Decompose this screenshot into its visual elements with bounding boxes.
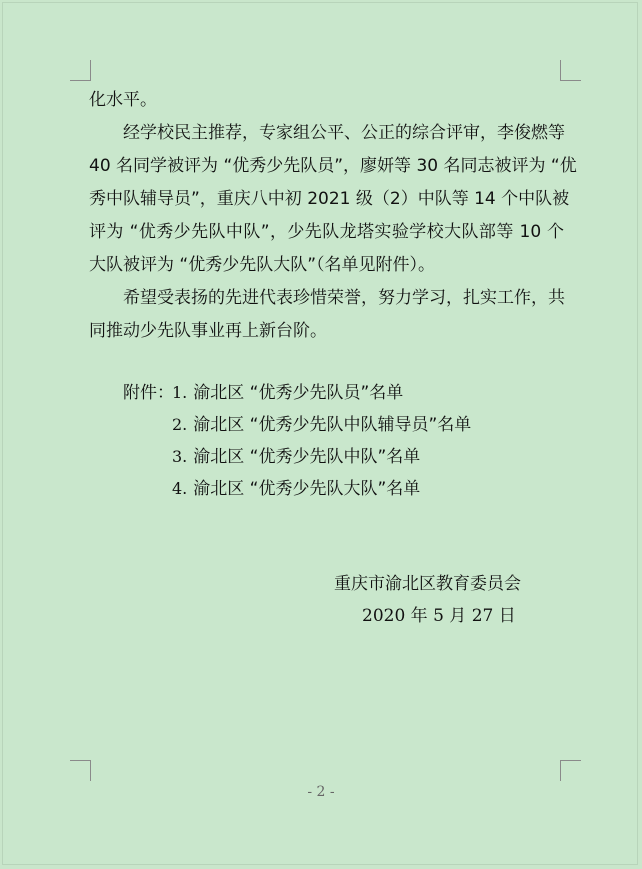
attachment-number: 4. xyxy=(172,479,188,498)
attachment-number: 3. xyxy=(172,447,188,466)
body-line-7: 希望受表扬的先进代表珍惜荣誉，努力学习，扎实工作，共 xyxy=(123,288,565,308)
attachments-label: 附件： xyxy=(123,383,174,403)
attachment-text: 渝北区 “优秀少先队大队”名单 xyxy=(193,479,421,499)
attachment-item-1 xyxy=(172,383,403,403)
attachment-text: 渝北区 “优秀少先队中队辅导员”名单 xyxy=(193,415,472,435)
attachment-number: 1. xyxy=(172,383,188,402)
body-line-4: 秀中队辅导员”，重庆八中初 2021 级（2）中队等 14 个中队被 xyxy=(89,189,570,209)
body-line-6: 大队被评为 “优秀少先队大队”（名单见附件）。 xyxy=(89,255,436,275)
body-line-5: 评为 “优秀少先队中队”，少先队龙塔实验学校大队部等 10 个 xyxy=(89,222,564,242)
attachment-item-3 xyxy=(172,447,420,467)
attachment-text: 渝北区 “优秀少先队员”名单 xyxy=(193,383,404,403)
crop-mark-top-left xyxy=(70,60,91,81)
signature-date: 2020 年 5 月 27 日 xyxy=(362,606,516,626)
attachment-text: 渝北区 “优秀少先队中队”名单 xyxy=(193,447,421,467)
attachment-item-2 xyxy=(172,415,471,435)
crop-mark-top-right xyxy=(560,60,581,81)
attachment-item-4 xyxy=(172,479,420,499)
page-number: - 2 - xyxy=(307,784,335,800)
signature-organization: 重庆市渝北区教育委员会 xyxy=(334,574,521,594)
body-line-3: 40 名同学被评为 “优秀少先队员”，廖妍等 30 名同志被评为 “优 xyxy=(89,156,577,176)
crop-mark-bottom-left xyxy=(70,760,91,781)
crop-mark-bottom-right xyxy=(560,760,581,781)
body-line-1: 化水平。 xyxy=(89,90,157,110)
body-line-8: 同推动少先队事业再上新台阶。 xyxy=(89,321,327,341)
attachment-number: 2. xyxy=(172,415,188,434)
body-line-2: 经学校民主推荐，专家组公平、公正的综合评审，李俊燃等 xyxy=(123,123,565,143)
